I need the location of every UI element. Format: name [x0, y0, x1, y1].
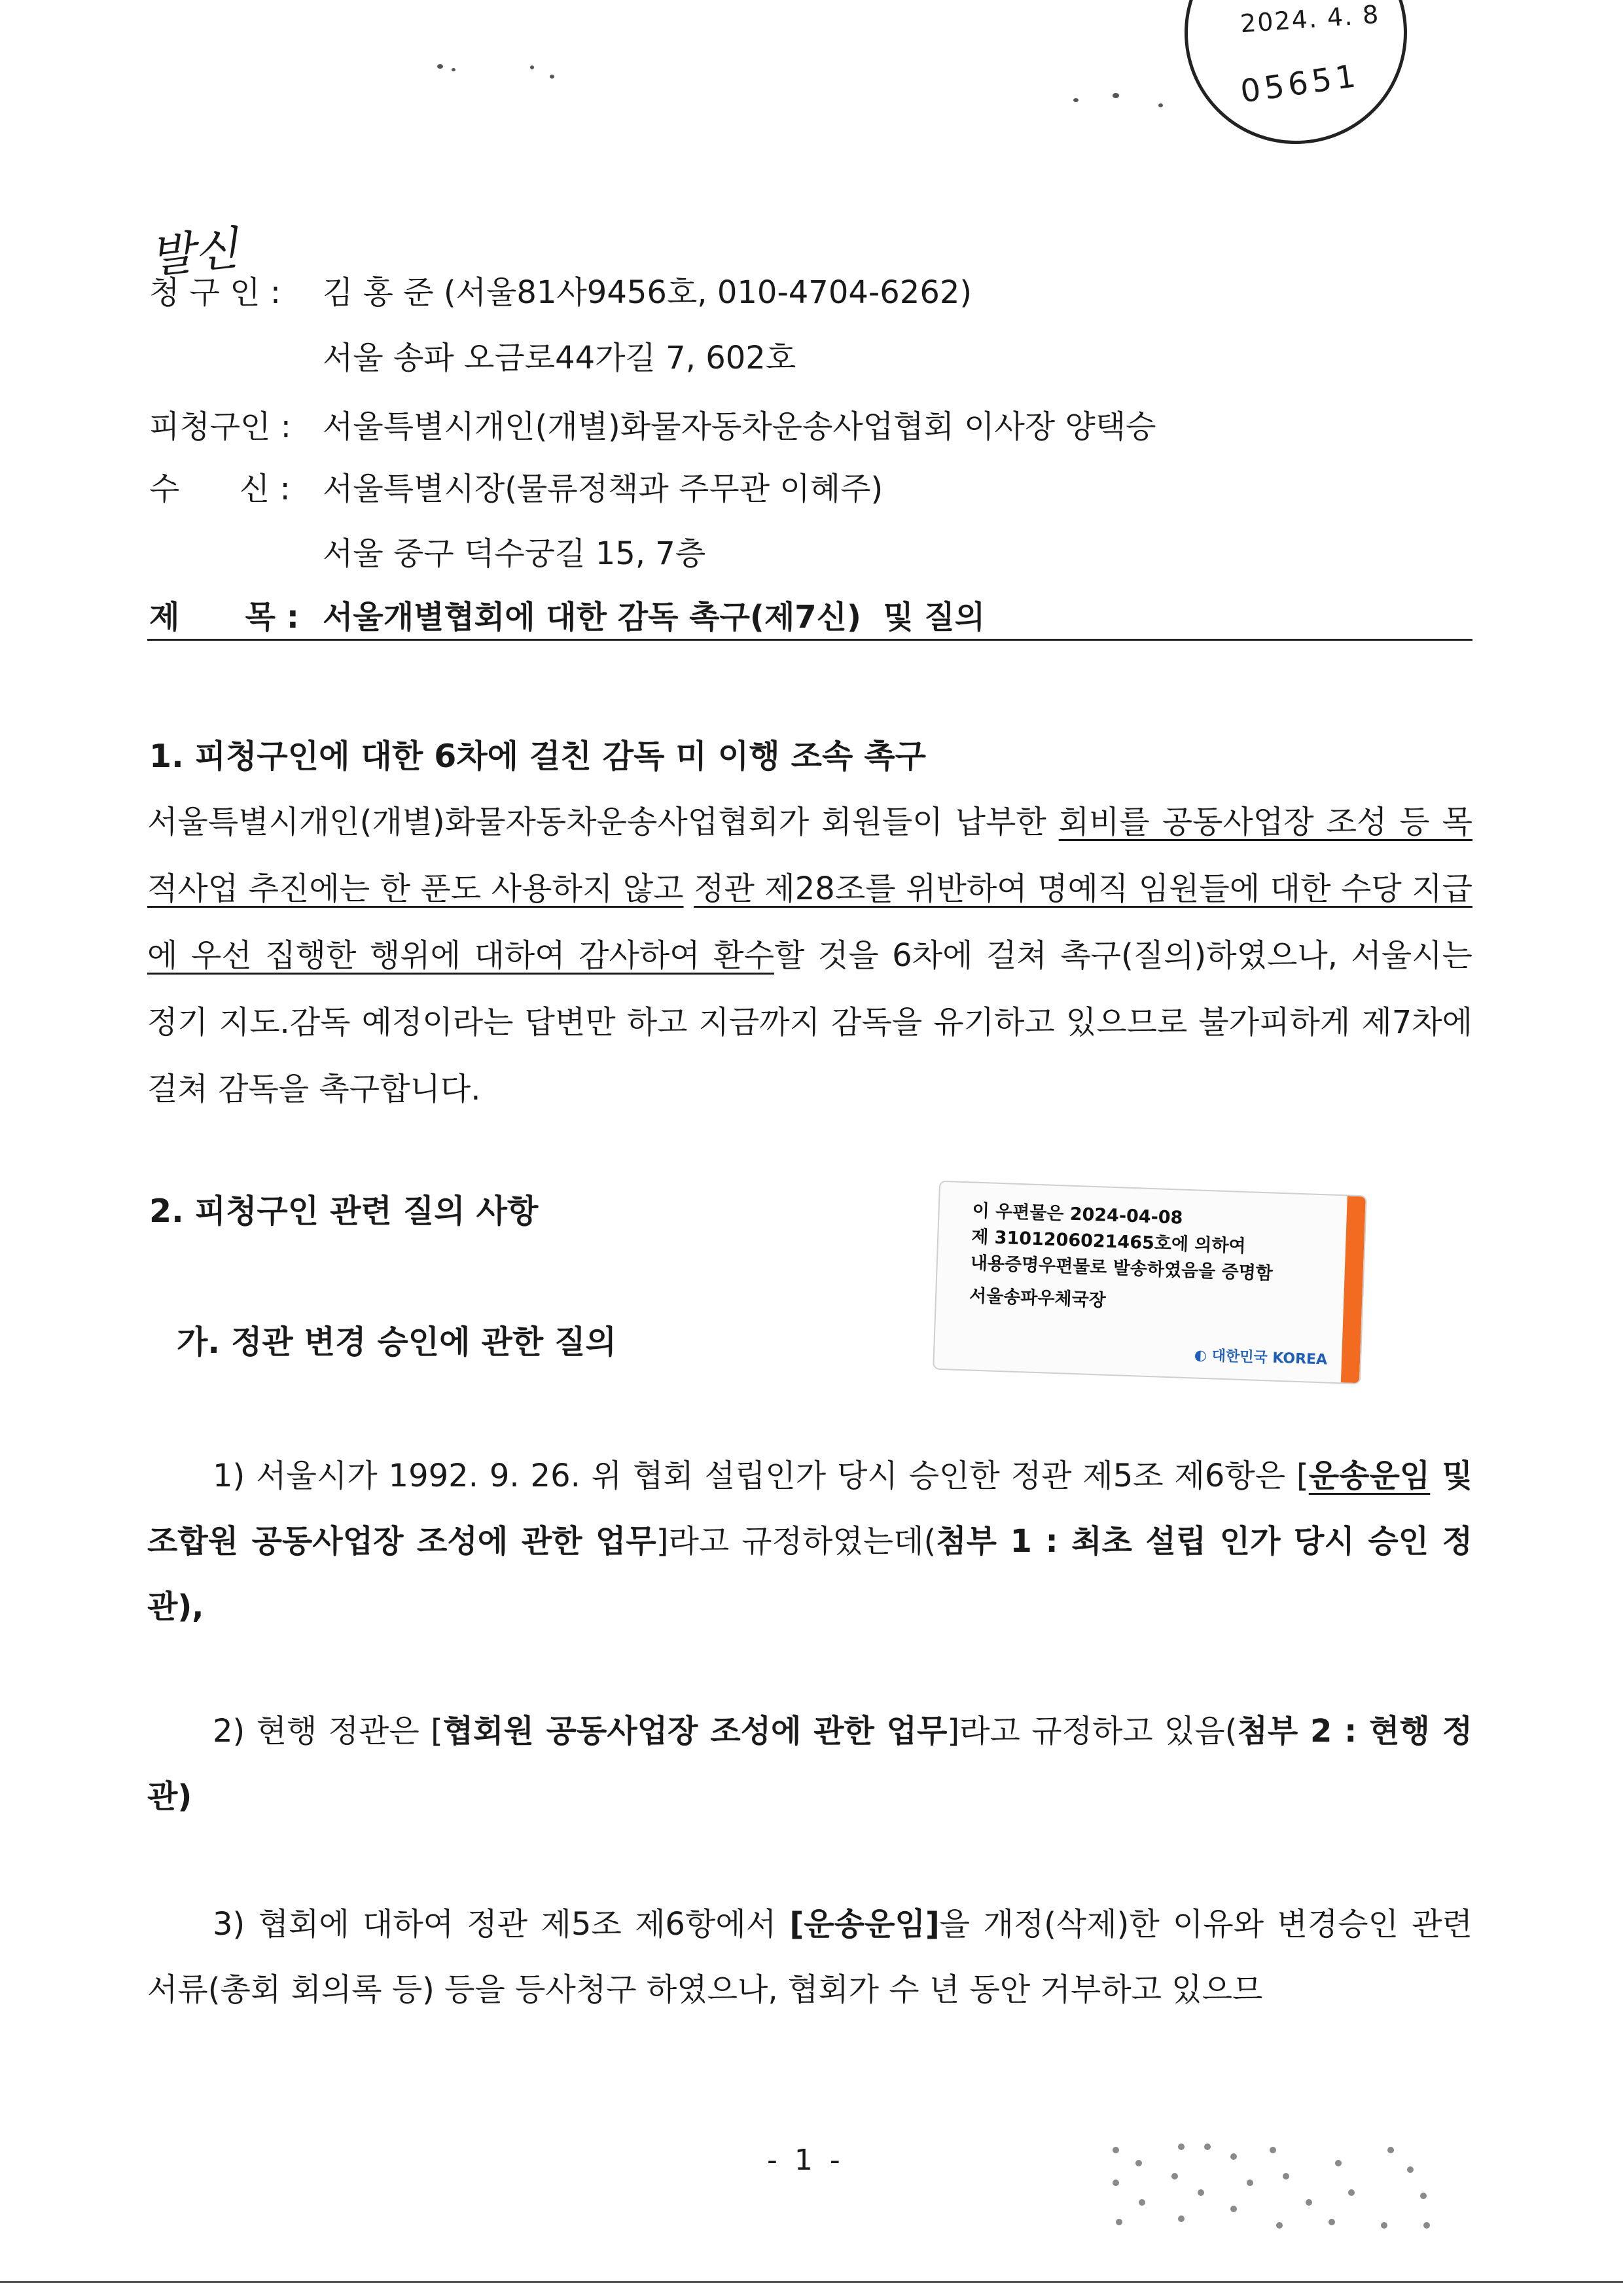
- korea-emblem-label: [1194, 1344, 1327, 1369]
- scan-speck: [550, 75, 554, 79]
- scan-speck: [1073, 98, 1079, 102]
- item1-attachment-note: 첨부 1 : 최초 설립 인가 당시 승인 정관),: [147, 1523, 1472, 1625]
- perforation-dot: [1329, 2219, 1335, 2225]
- sticker-line-4: 서울송파우체국장: [969, 1285, 1107, 1311]
- claimant-label: 청 구 인 :: [149, 274, 281, 311]
- claimant-row: [149, 273, 972, 312]
- perforation-dot: [1306, 2199, 1312, 2206]
- perforation-dot: [1387, 2147, 1394, 2153]
- subject-label: 제 목 :: [149, 599, 299, 636]
- perforation-dot: [1335, 2160, 1342, 2166]
- section1-text-b: [684, 870, 694, 907]
- perforation-dot: [1230, 2153, 1237, 2160]
- respondent-value: 서울특별시개인(개별)화물자동차운송사업협회 이사장 양택승: [323, 408, 1156, 445]
- perforation-dot: [1116, 2219, 1122, 2225]
- scan-speck: [452, 68, 455, 71]
- perforation-dot: [1178, 2144, 1185, 2150]
- query-item-1: [147, 1443, 1472, 1640]
- perforation-dot: [1113, 2179, 1119, 2186]
- item3-text-c: 을 개정(삭제)한 이유와 변경승인 관련 서류(총회 회의록 등) 등을 등사청구 하였으나, 협회가 수 년 동안 거부하고 있으므: [147, 1906, 1473, 2008]
- scan-speck: [1113, 93, 1119, 98]
- postmark-number: 05651: [1238, 57, 1362, 111]
- perforation-dot: [1171, 2173, 1178, 2179]
- perforation-dot: [1247, 2179, 1253, 2186]
- perforation-dot: [1420, 2193, 1427, 2199]
- section1-heading: 1. 피청구인에 대한 6차에 걸친 감독 미 이행 조속 촉구: [149, 738, 927, 775]
- perforation-dot: [1276, 2222, 1283, 2229]
- section2-heading: 2. 피청구인 관련 질의 사항: [149, 1193, 539, 1230]
- perforation-dot: [1407, 2166, 1414, 2173]
- recipient-label: 수 신 :: [149, 471, 291, 507]
- postmark-stamp: [1185, 0, 1407, 144]
- perforation-dot: [1113, 2147, 1119, 2153]
- perforation-dot: [1204, 2144, 1211, 2150]
- claimant-value: 김 홍 준 (서울81사9456호, 010-4704-6262): [323, 274, 972, 311]
- respondent-label: 피청구인 :: [149, 408, 291, 445]
- section1-paragraph: [147, 789, 1472, 1122]
- item2-text-c: ]라고 규정하고 있음(: [947, 1713, 1238, 1749]
- sticker-line-2: 제 3101206021465호에 의하여: [971, 1227, 1247, 1257]
- handwritten-mark: 발신: [147, 221, 241, 284]
- section1-text-c: 할 것을 6차에 걸쳐 촉구(질의)하였으나, 서울시는 정기 지도.감독 예정이라는 답변만 하고 지금까지 감독을 유기하고 있으므로 불가피하게 제7차에 걸쳐 감독을 촉구합니다.: [147, 937, 1472, 1107]
- item1-text-d: ]라고 규정하였는데(: [656, 1523, 936, 1560]
- recipient-row: [149, 469, 883, 509]
- item2-text-a: 2) 현행 정관은 [: [213, 1713, 443, 1749]
- perforation-dot: [1139, 2199, 1145, 2206]
- perforation-dot: [1423, 2222, 1430, 2229]
- perforation-dot: [1230, 2206, 1237, 2212]
- korea-emblem-icon: ◐: [1194, 1347, 1207, 1365]
- subject-row: [149, 598, 985, 637]
- item1-underlined: 운송운임: [1308, 1458, 1431, 1494]
- section2-subheading: 가. 정관 변경 승인에 관한 질의: [177, 1323, 616, 1361]
- item3-text-a: 3) 협회에 대하여 정관 제5조 제6항에서: [213, 1906, 790, 1943]
- respondent-row: [149, 407, 1156, 446]
- subject-value: 서울개별협회에 대한 감독 촉구(제7신) 및 질의: [323, 599, 986, 636]
- section1-underlined-2: 정관 제28조를 위반하여 명예직 임원들에 대한 수당 지급에 우선 집행한 행위에 대하여 감사하여 환수: [147, 870, 1473, 974]
- perforation-dot: [1348, 2189, 1355, 2196]
- query-item-3: [147, 1892, 1472, 2022]
- perforation-dot: [1270, 2147, 1276, 2153]
- recipient-value: 서울특별시장(물류정책과 주무관 이혜주): [323, 471, 883, 507]
- item3-bold: [운송운임]: [789, 1906, 940, 1943]
- item1-bold-1: 및 조합원 공동사업장 조성에 관한 업무: [147, 1458, 1472, 1560]
- perforation-dot: [1135, 2160, 1142, 2166]
- sticker-orange-stripe: [1341, 1196, 1366, 1383]
- bottom-scan-edge: [0, 2281, 1623, 2283]
- perforation-dot: [1178, 2215, 1185, 2222]
- claimant-address: 서울 송파 오금로44가길 7, 602호: [323, 340, 796, 376]
- section1-underlined-1: 회비를 공동사업장 조성 등 목적사업 추진에는 한 푼도 사용하지 않고: [147, 804, 1472, 907]
- sticker-line-3: 내용증명우편물로 발송하였음을 증명함: [970, 1253, 1274, 1284]
- section1-text-a: 서울특별시개인(개별)화물자동차운송사업협회가 회원들이 납부한: [147, 804, 1059, 840]
- item1-text-a: 1) 서울시가 1992. 9. 26. 위 협회 설립인가 당시 승인한 정관 제5조 제6항은 [: [213, 1458, 1309, 1494]
- perforation-dot: [1198, 2189, 1204, 2196]
- subject-underline: [147, 639, 1472, 641]
- scan-speck: [530, 65, 534, 69]
- registered-mail-sticker: [933, 1181, 1367, 1385]
- perforation-dot: [1381, 2222, 1387, 2229]
- scan-speck: [1158, 103, 1163, 107]
- perforation-dot: [1283, 2173, 1289, 2179]
- query-item-2: [147, 1698, 1472, 1829]
- postmark-date: 2024. 4. 8: [1239, 0, 1381, 39]
- scan-speck: [437, 64, 443, 69]
- page-number: - 1 -: [767, 2144, 844, 2177]
- item2-bold: 협회원 공동사업장 조성에 관한 업무: [442, 1713, 948, 1749]
- recipient-address: 서울 중구 덕수궁길 15, 7층: [323, 535, 706, 572]
- item2-attachment-note: 첨부 2 : 현행 정관): [147, 1713, 1472, 1815]
- korea-brand-text: 대한민국 KOREA: [1211, 1348, 1328, 1369]
- sticker-line-1: 이 우편물은 2024-04-08: [972, 1200, 1183, 1229]
